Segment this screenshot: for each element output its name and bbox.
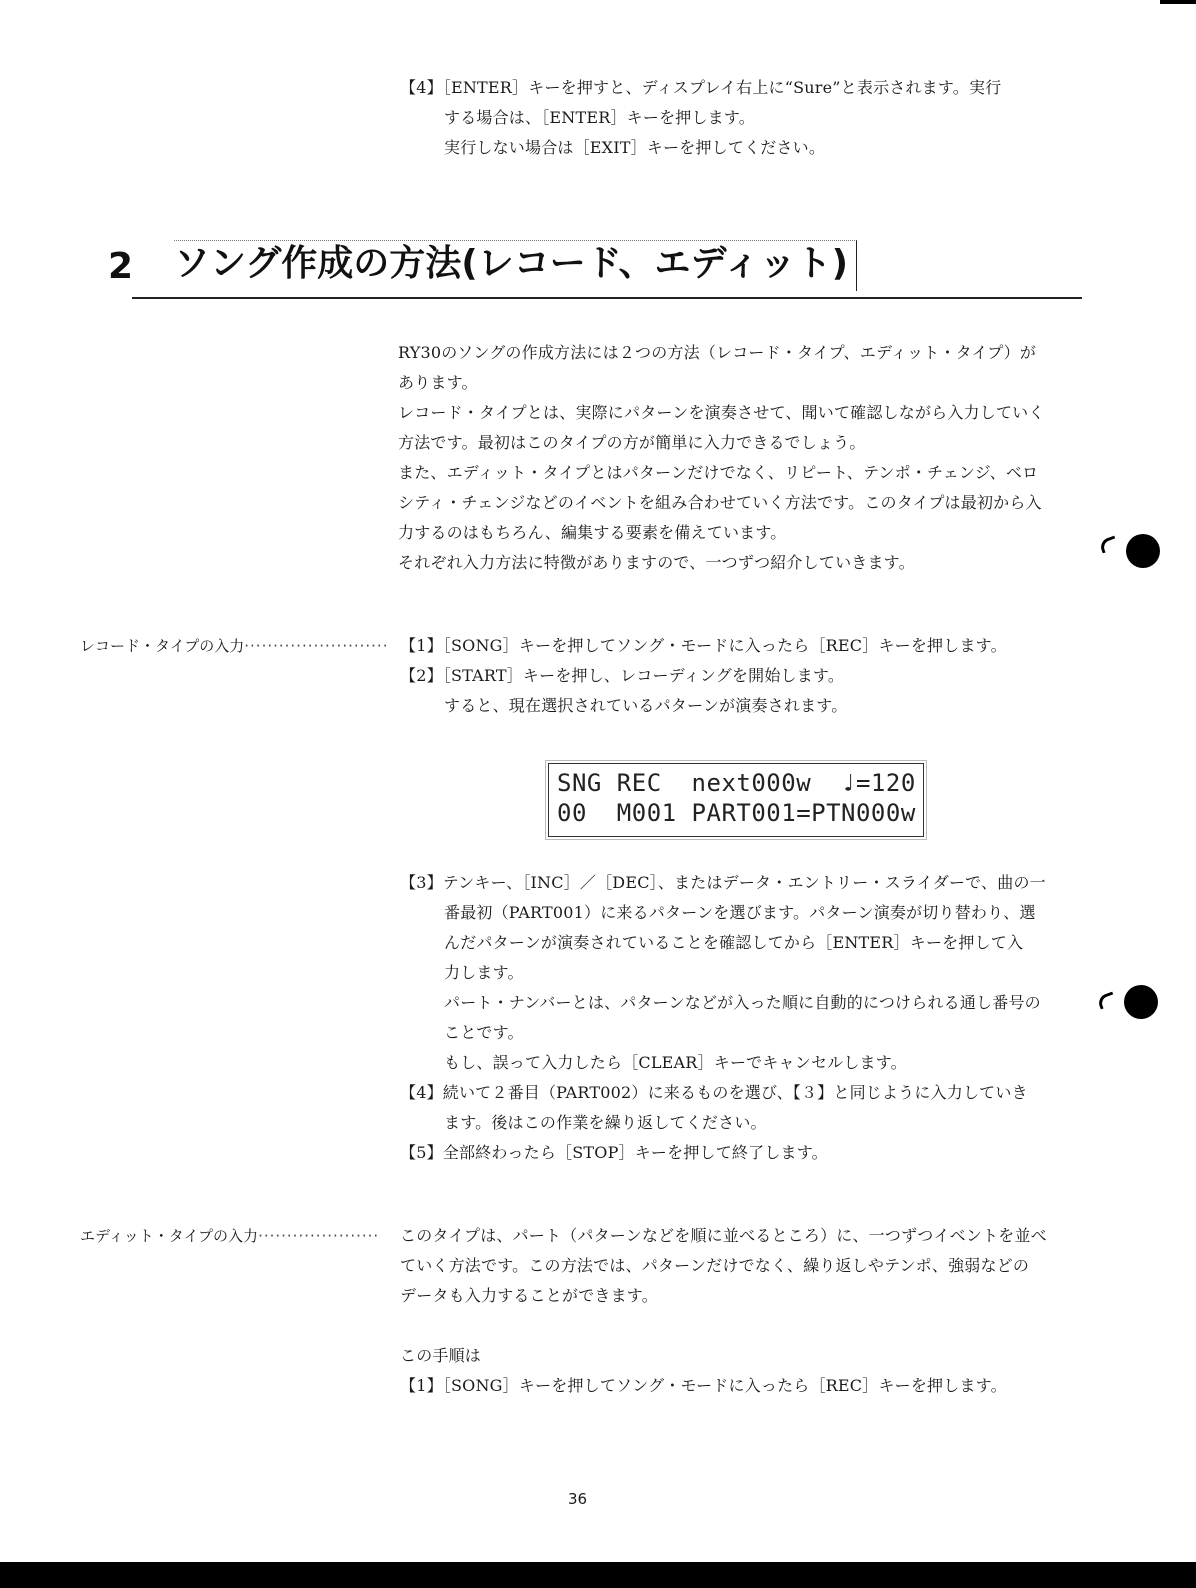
record-step: 【3】テンキー、［INC］／［DEC］、またはデータ・エントリー・スライダーで、曲の一 (400, 873, 1046, 892)
edit-line: データも入力することができます。 (400, 1286, 658, 1305)
edit-line: このタイプは、パート（パターンなどを順に並べるところ）に、一つずつイベントを並べ (400, 1226, 1047, 1245)
leader-dots: ····················· (258, 1227, 380, 1245)
intro-line: 実行しない場合は［EXIT］キーを押してください。 (444, 138, 826, 157)
edit-line: この手順は (400, 1346, 482, 1365)
overview-line: また、エディット・タイプとはパターンだけでなく、リピート、テンポ・チェンジ、ベロ (398, 463, 1039, 482)
overview-line: それぞれ入力方法に特徴がありますので、一つずつ紹介していきます。 (398, 553, 915, 572)
edit-type-label (80, 1226, 379, 1246)
section-number: 2 (108, 246, 134, 287)
record-step: んだパターンが演奏されていることを確認してから［ENTER］キーを押して入 (444, 933, 1024, 952)
section-title: ソング作成の方法(レコード、エディット) (174, 240, 857, 291)
corner-scan-mark (1160, 0, 1196, 4)
record-step: ことです。 (444, 1023, 524, 1042)
record-step: もし、誤って入力したら［CLEAR］キーでキャンセルします。 (444, 1053, 907, 1072)
intro-line: 【4】［ENTER］キーを押すと、ディスプレイ右上に“Sure”と表示されます。実行 (400, 78, 1002, 97)
overview-line: レコード・タイプとは、実際にパターンを演奏させて、聞いて確認しながら入力していく (398, 403, 1045, 422)
record-step: 【4】続いて２番目（PART002）に来るものを選び、【３】と同じように入力していき (400, 1083, 1028, 1102)
edit-line: 【1】［SONG］キーを押してソング・モードに入ったら［REC］キーを押します。 (400, 1376, 1007, 1395)
page-number: 36 (568, 1490, 588, 1508)
lcd-line-1: SNG REC next000w ♩=120 (557, 769, 916, 797)
record-step: 【1】［SONG］キーを押してソング・モードに入ったら［REC］キーを押します。 (400, 636, 1007, 655)
margin-mark-icon (1096, 991, 1116, 1009)
record-type-label-text: レコード・タイプの入力 (80, 637, 245, 655)
lcd-display (548, 763, 924, 837)
edit-line: ていく方法です。この方法では、パターンだけでなく、繰り返しやテンポ、強弱などの (400, 1256, 1030, 1275)
record-step: ます。後はこの作業を繰り返してください。 (444, 1113, 767, 1132)
lcd-line-2: 00 M001 PART001=PTN000w (557, 799, 916, 827)
intro-line: する場合は、［ENTER］キーを押します。 (444, 108, 755, 127)
leader-dots: ························· (244, 637, 389, 655)
record-step: すると、現在選択されているパターンが演奏されます。 (444, 696, 848, 715)
edit-type-label-text: エディット・タイプの入力 (80, 1227, 259, 1245)
record-step: 力します。 (444, 963, 524, 982)
overview-line: 方法です。最初はこのタイプの方が簡単に入力できるでしょう。 (398, 433, 866, 452)
record-step: 番最初（PART001）に来るパターンを選びます。パターン演奏が切り替わり、選 (444, 903, 1036, 922)
scan-bottom-band (0, 1562, 1196, 1588)
record-type-label (80, 636, 388, 656)
overview-line: あります。 (398, 373, 478, 392)
section-heading (108, 244, 898, 290)
overview-line: 力するのはもちろん、編集する要素を備えています。 (398, 523, 787, 542)
record-step: パート・ナンバーとは、パターンなどが入った順に自動的につけられる通し番号の (444, 993, 1041, 1012)
record-step: 【5】全部終わったら［STOP］キーを押して終了します。 (400, 1143, 828, 1162)
margin-dot-icon (1124, 985, 1158, 1019)
margin-mark-icon (1098, 535, 1118, 553)
overview-line: RY30のソングの作成方法には２つの方法（レコード・タイプ、エディット・タイプ）が (398, 343, 1037, 362)
heading-rule (132, 297, 1082, 299)
overview-line: シティ・チェンジなどのイベントを組み合わせていく方法です。このタイプは最初から入 (398, 493, 1042, 512)
margin-dot-icon (1126, 534, 1160, 568)
record-step: 【2】［START］キーを押し、レコーディングを開始します。 (400, 666, 845, 685)
